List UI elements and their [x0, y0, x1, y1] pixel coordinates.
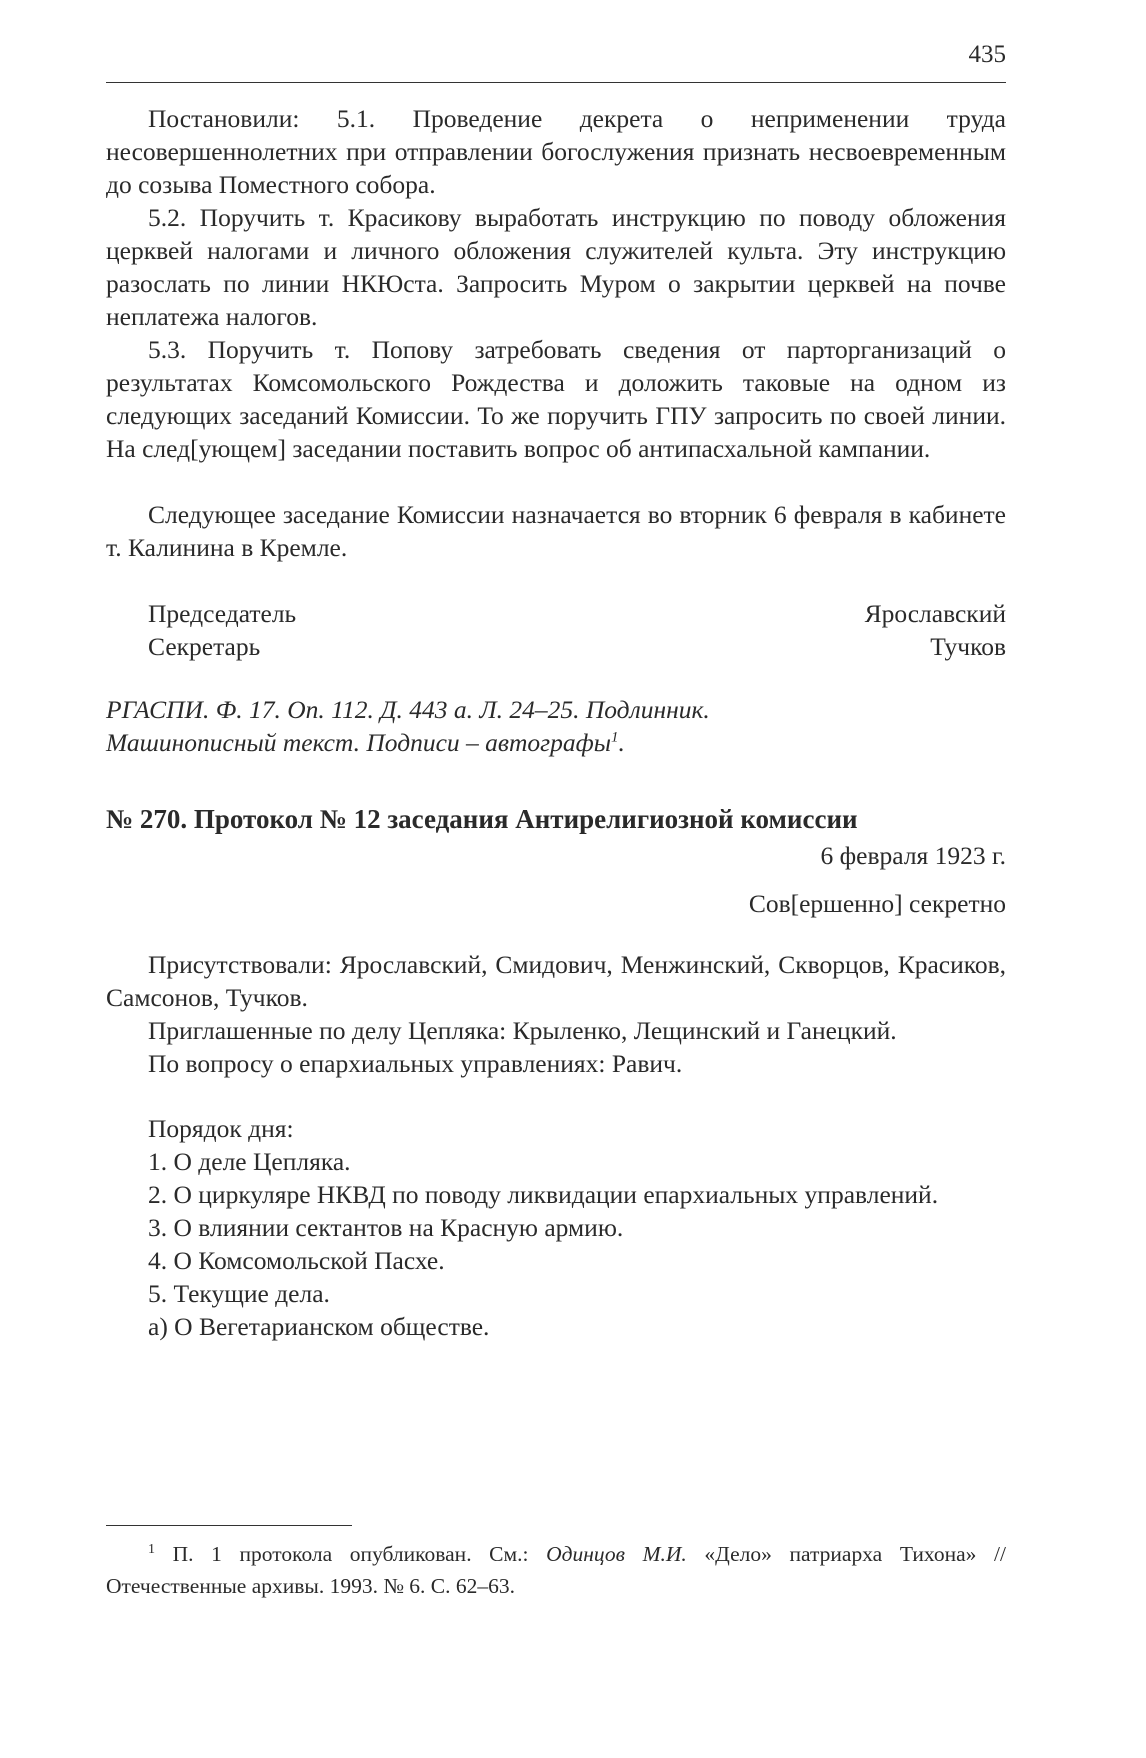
footnote-text	[106, 1538, 1006, 1602]
footnote-rule	[106, 1525, 352, 1526]
source-line-2-end: .	[618, 728, 625, 757]
header-rule	[106, 82, 1006, 83]
archive-source-note	[106, 693, 1006, 759]
footnote-author: Одинцов М.И.	[546, 1542, 687, 1566]
resolution-item-5-2: 5.2. Поручить т. Красикову выработать инструкцию по поводу обложения церквей налогами и личного обложения служителей культа. Эту инструкцию разослать по линии НКЮста. Запросить Муром о закрытии церквей на почве неплатежа налогов.	[106, 203, 1006, 331]
footnote-reference: 1	[610, 729, 619, 746]
source-line-2	[106, 726, 1006, 759]
signature-row	[106, 597, 1006, 630]
footnote-area	[106, 1525, 1006, 1602]
attendance-block	[106, 948, 1006, 1080]
agenda-item: 4. О Комсомольской Пасхе.	[148, 1246, 445, 1275]
document-title: № 270. Протокол № 12 заседания Антирелигиозной комиссии	[106, 804, 858, 834]
footnote-mark: 1	[148, 1541, 155, 1557]
signature-role: Председатель	[148, 599, 297, 628]
signature-name: Тучков	[930, 632, 1006, 661]
signature-name: Ярославский	[864, 599, 1006, 628]
attendance-eparchial: По вопросу о епархиальных управлениях: Равич.	[148, 1049, 683, 1078]
resolution-item-5-1: Постановили: 5.1. Проведение декрета о неприменении труда несовершеннолетних при отправлении богослужения признать несвоевременным до созыва Поместного собора.	[106, 104, 1006, 199]
agenda-item: 5. Текущие дела.	[148, 1279, 330, 1308]
signature-row	[106, 630, 1006, 663]
attendance-invited: Приглашенные по делу Цепляка: Крыленко, Лещинский и Ганецкий.	[148, 1016, 897, 1045]
source-line-2-text: Машинописный текст. Подписи – автографы	[106, 728, 611, 757]
footnote-text-after: «Дело» патриарха Тихона» // Отечественные архивы. 1993. № 6. С. 62–63.	[106, 1542, 1006, 1598]
agenda-heading: Порядок дня:	[148, 1114, 294, 1143]
agenda-item: 2. О циркуляре НКВД по поводу ликвидации епархиальных управлений.	[148, 1180, 939, 1209]
footnote-text-before: П. 1 протокола опубликован. См.:	[172, 1542, 547, 1566]
signature-block	[106, 597, 1006, 663]
resolution-block	[106, 102, 1006, 465]
agenda-item: а) О Вегетарианском обществе.	[148, 1312, 490, 1341]
attendance-present: Присутствовали: Ярославский, Смидович, Менжинский, Скворцов, Красиков, Самсонов, Тучков.	[106, 950, 1006, 1012]
page-number: 435	[968, 41, 1006, 68]
agenda-item: 1. О деле Цепляка.	[148, 1147, 351, 1176]
book-page	[106, 40, 1006, 1598]
agenda-item: 3. О влиянии сектантов на Красную армию.	[148, 1213, 624, 1242]
next-meeting-note: Следующее заседание Комиссии назначается во вторник 6 февраля в кабинете т. Калинина в Кремле.	[106, 500, 1006, 562]
agenda-block	[106, 1112, 1006, 1343]
source-line-1: РГАСПИ. Ф. 17. Оп. 112. Д. 443 а. Л. 24–25. Подлинник.	[106, 695, 710, 724]
document-date: 6 февраля 1923 г.	[820, 841, 1006, 870]
signature-role: Секретарь	[148, 632, 261, 661]
resolution-item-5-3: 5.3. Поручить т. Попову затребовать сведения от парторганизаций о результатах Комсомольского Рождества и доложить таковые на одном из следующих заседаний Комиссии. То же поручить ГПУ запросить по своей линии. На след[ующем] заседании поставить вопрос об антипасхальной кампании.	[106, 335, 1006, 463]
classification-stamp: Сов[ершенно] секретно	[748, 889, 1006, 918]
